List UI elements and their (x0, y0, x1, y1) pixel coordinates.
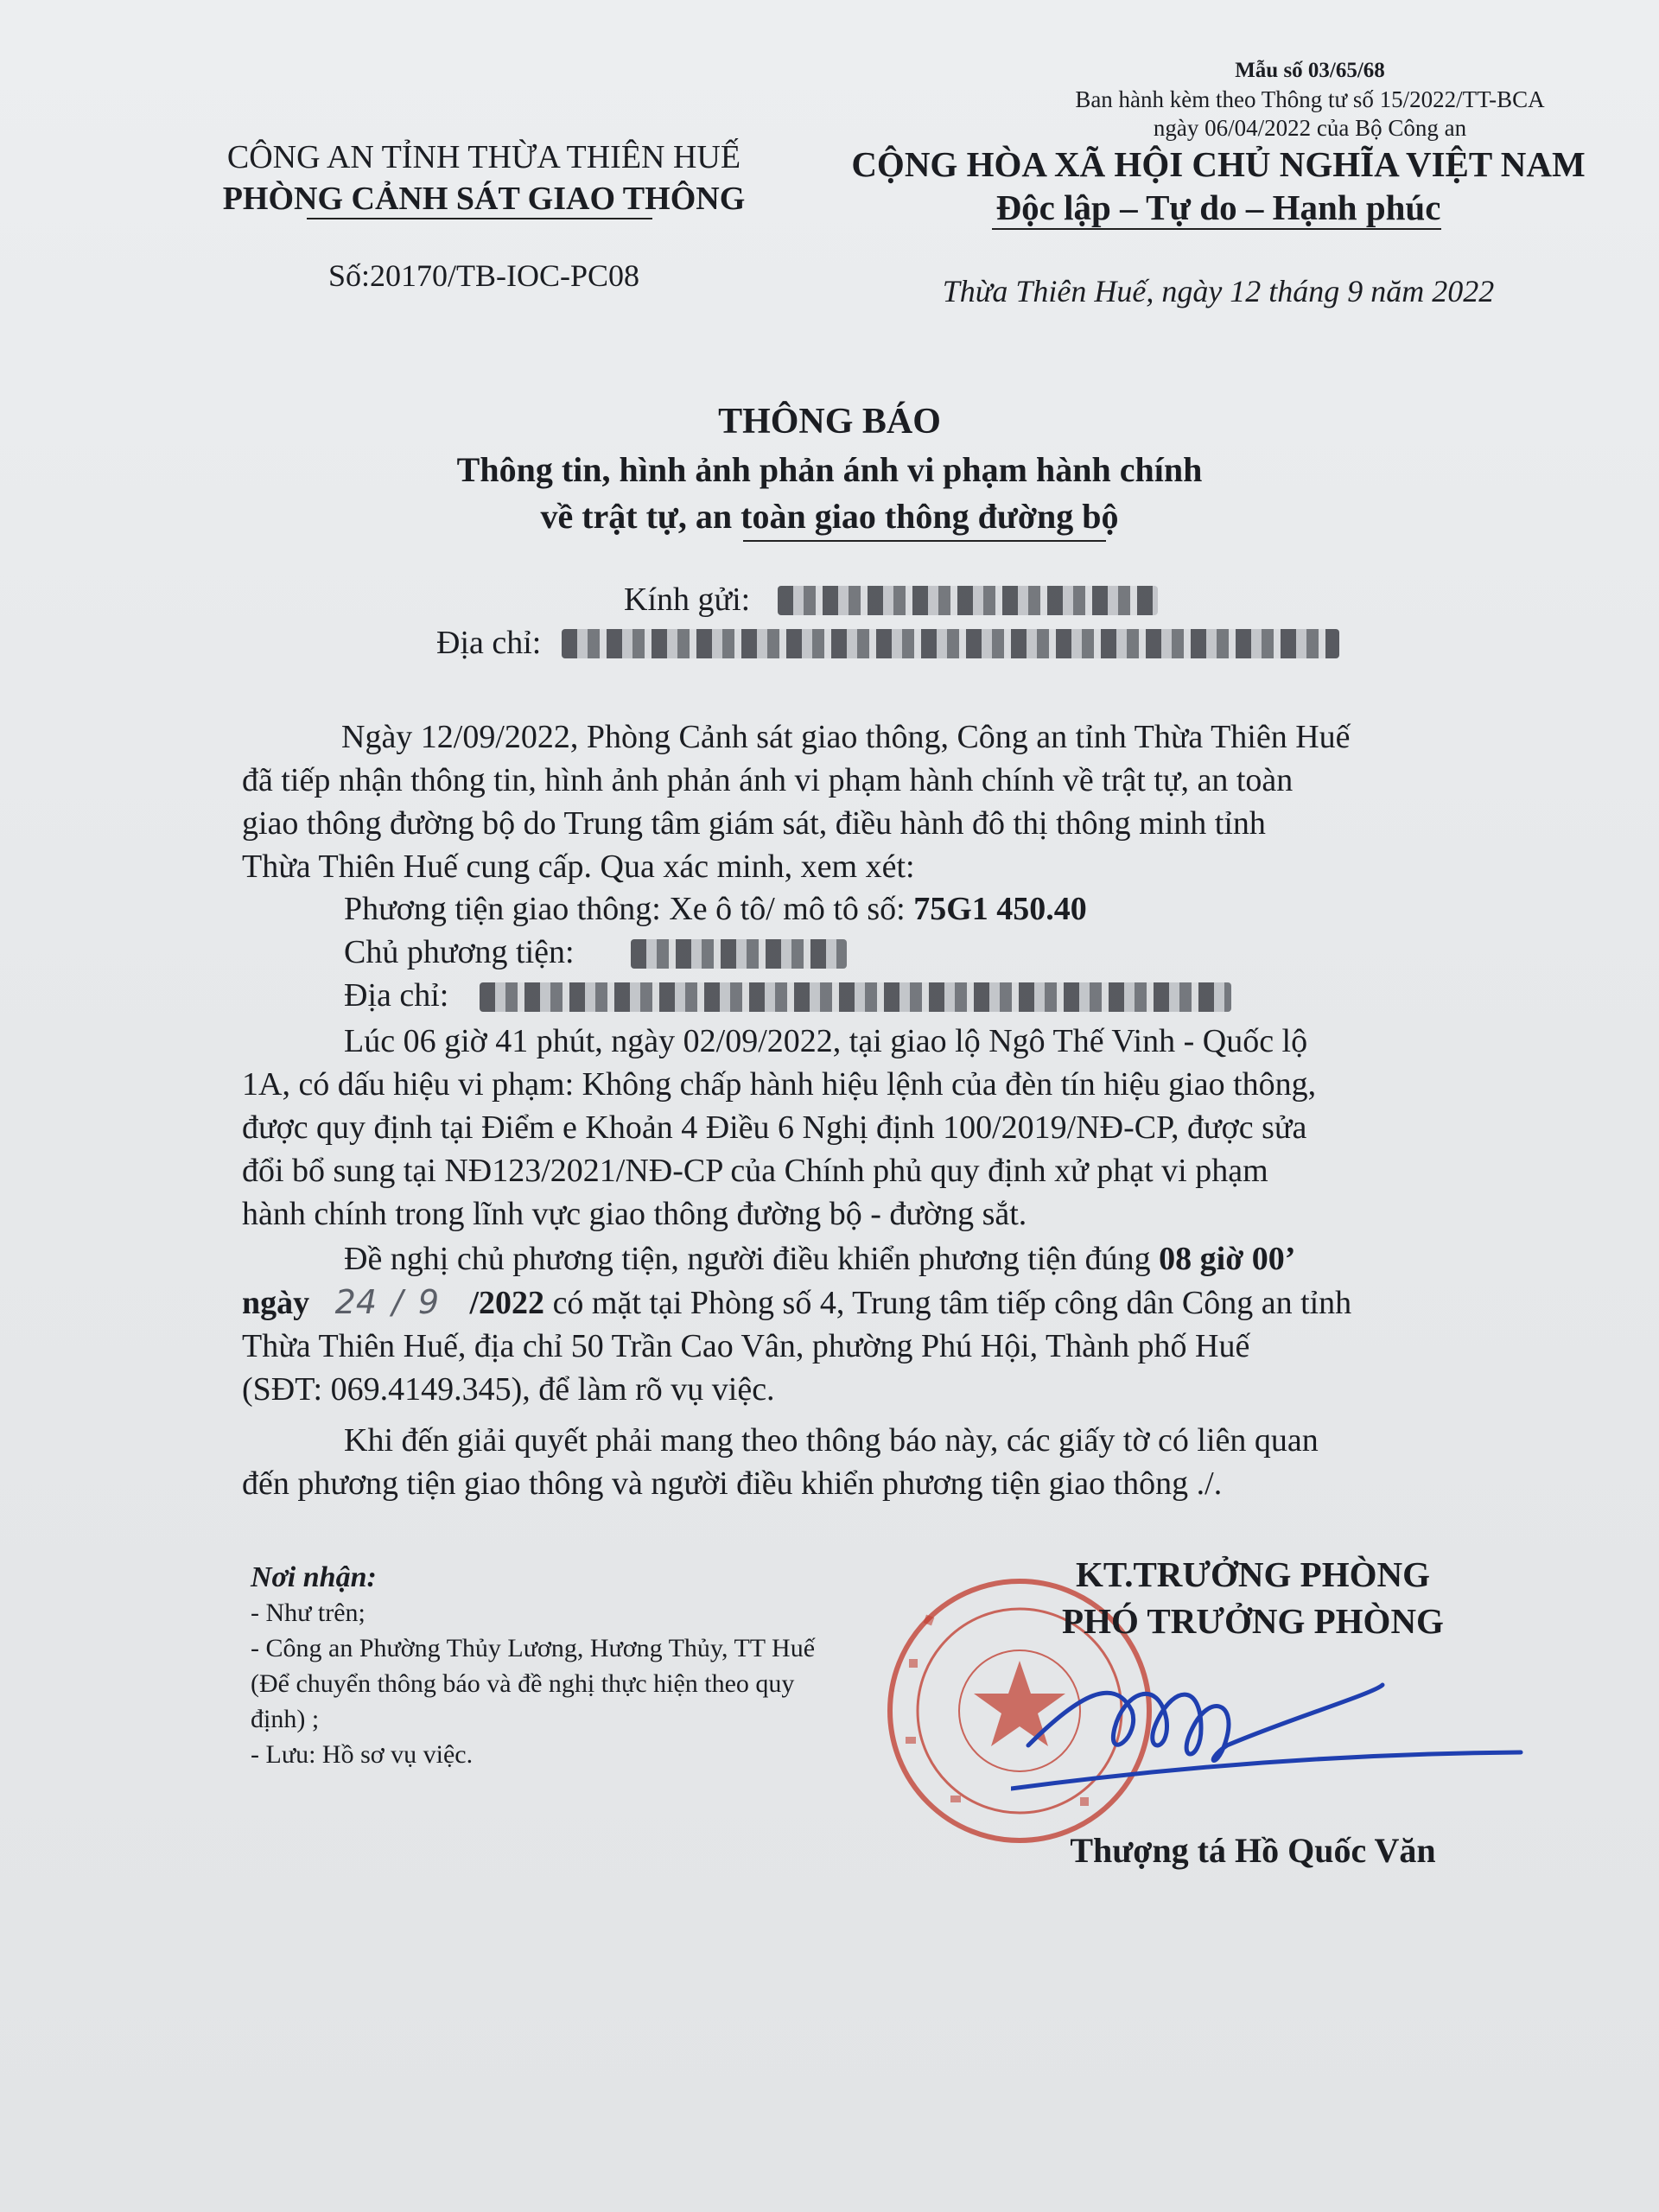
redacted-addressee-address (562, 629, 1339, 658)
recipient-item: - Như trên; (251, 1599, 365, 1627)
text-line: Lúc 06 giờ 41 phút, ngày 02/09/2022, tại giao lộ Ngô Thế Vinh - Quốc lộ (344, 1023, 1308, 1059)
agency-underline (307, 218, 652, 219)
appointment-year: /2022 (469, 1285, 545, 1321)
text-line: Ngày 12/09/2022, Phòng Cảnh sát giao thông, Công an tỉnh Thừa Thiên Huế (341, 719, 1351, 755)
text-line: đã tiếp nhận thông tin, hình ảnh phản ánh vi phạm hành chính về trật tự, an toàn (242, 762, 1294, 798)
text-line (242, 1281, 1538, 1325)
appointment-time: 08 giờ 00’ (1159, 1241, 1296, 1277)
text-line: được quy định tại Điểm e Khoản 4 Điều 6 Nghị định 100/2019/NĐ-CP, được sửa (242, 1109, 1307, 1146)
document-subtitle-line-1: Thông tin, hình ảnh phản ánh vi phạm hành chính (456, 450, 1203, 489)
redacted-owner-address (480, 982, 1231, 1012)
text-line: 1A, có dấu hiệu vi phạm: Không chấp hành hiệu lệnh của đèn tín hiệu giao thông, (242, 1066, 1317, 1103)
subtitle-underline (743, 540, 1106, 542)
document-title: THÔNG BÁO (718, 402, 941, 442)
text-line: hành chính trong lĩnh vực giao thông đường bộ - đường sắt. (242, 1196, 1027, 1232)
vehicle-label: Phương tiện giao thông: Xe ô tô/ mô tô số: (344, 891, 906, 927)
nation-heading: CỘNG HÒA XÃ HỘI CHỦ NGHĨA VIỆT NAM (851, 144, 1586, 184)
recipients-block (251, 1560, 855, 1772)
addressee-label: Kính gửi: (624, 582, 751, 618)
text-line: Thừa Thiên Huế, địa chỉ 50 Trần Cao Vân, phường Phú Hội, Thành phố Huế (242, 1328, 1250, 1364)
handwritten-day: 24 (334, 1283, 377, 1321)
recipient-item: - Lưu: Hồ sơ vụ việc. (251, 1740, 474, 1769)
document-subtitle-line-2: về trật tự, an toàn giao thông đường bộ (540, 497, 1119, 536)
text-line (242, 1237, 1538, 1281)
date-separator: / (391, 1283, 404, 1321)
signature-role-2: PHÓ TRƯỞNG PHÒNG (1062, 1601, 1444, 1641)
appointment-location: có mặt tại Phòng số 4, Trung tâm tiếp công dân Công an tỉnh (552, 1285, 1352, 1321)
text-line: đến phương tiện giao thông và người điều khiển phương tiện giao thông ./. (242, 1465, 1223, 1502)
appointment-day-label: ngày (242, 1285, 310, 1321)
document-number: Số:20170/TB-IOC-PC08 (327, 258, 640, 293)
signer-name: Thượng tá Hồ Quốc Văn (1070, 1831, 1436, 1870)
text-line: Thừa Thiên Huế cung cấp. Qua xác minh, xem xét: (242, 849, 915, 885)
agency-name: PHÒNG CẢNH SÁT GIAO THÔNG (222, 181, 746, 217)
recipients-heading: Nơi nhận: (251, 1561, 377, 1593)
body-paragraph-1 (242, 715, 1538, 888)
text-line: (SĐT: 069.4149.345), để làm rõ vụ việc. (242, 1371, 775, 1408)
body-paragraph-2 (242, 1020, 1538, 1236)
text-line: đổi bổ sung tại NĐ123/2021/NĐ-CP của Chính phủ quy định xử phạt vi phạm (242, 1153, 1268, 1189)
body-paragraph-4 (242, 1419, 1538, 1505)
recipient-item: - Công an Phường Thủy Lương, Hương Thủy, TT Huế (Để chuyển thông báo và đề nghị thực hiện theo quy định) ; (251, 1634, 816, 1733)
vehicle-line (344, 890, 1087, 928)
form-number: Mẫu số 03/65/68 (1235, 59, 1385, 82)
place-and-date: Thừa Thiên Huế, ngày 12 tháng 9 năm 2022 (942, 274, 1495, 308)
body-paragraph-3 (242, 1237, 1538, 1411)
addressee-address-label: Địa chỉ: (436, 625, 542, 661)
request-text: Đề nghị chủ phương tiện, người điều khiển phương tiện đúng (344, 1241, 1151, 1277)
owner-label: Chủ phương tiện: (344, 934, 575, 970)
redacted-addressee-name (778, 586, 1158, 615)
national-motto: Độc lập – Tự do – Hạnh phúc (995, 188, 1441, 227)
text-line: Khi đến giải quyết phải mang theo thông báo này, các giấy tờ có liên quan (344, 1422, 1319, 1459)
redacted-owner-name (631, 939, 847, 969)
motto-underline (992, 228, 1441, 230)
license-plate: 75G1 450.40 (913, 891, 1087, 927)
handwritten-signature (1011, 1642, 1547, 1815)
form-issued-note: Ban hành kèm theo Thông tư số 15/2022/TT-BCA (1075, 86, 1545, 112)
agency-parent: CÔNG AN TỈNH THỪA THIÊN HUẾ (226, 139, 741, 175)
handwritten-month: 9 (417, 1283, 439, 1321)
form-issued-date: ngày 06/04/2022 của Bộ Công an (1153, 115, 1467, 141)
owner-address-label: Địa chỉ: (344, 977, 449, 1014)
text-line: giao thông đường bộ do Trung tâm giám sát, điều hành đô thị thông minh tỉnh (242, 805, 1266, 842)
signature-role-1: KT.TRƯỞNG PHÒNG (1076, 1554, 1430, 1594)
